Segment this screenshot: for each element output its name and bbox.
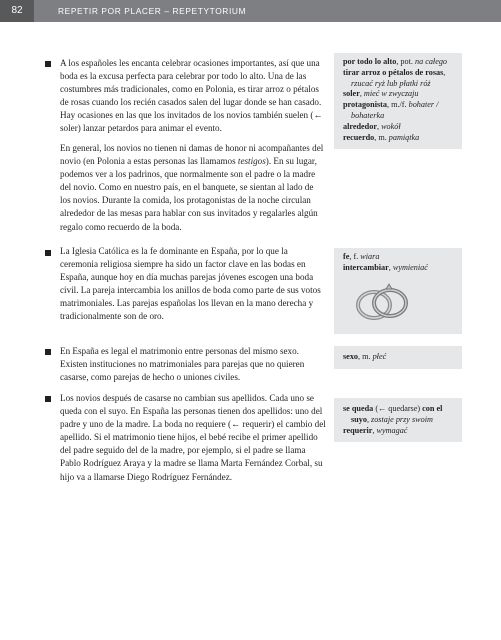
glossary-box: [334, 346, 462, 369]
paragraph-italic-term: testigos: [237, 156, 266, 167]
paragraph-text: ). En su lugar, podemos ver a los padrinos, que normalmente son el padre o la madre del novio. Como en nuestro país, en el banquete, se sientan al lado de los novios. Durante la comida, los protagonistas de la noche circulan alrededor de las mesas para hablar con sus invitados y regalarles algún regalo como recuerdo de la boda.: [60, 156, 318, 232]
bullet-square: [45, 349, 51, 355]
glossary-entry: soler, mieć w zwyczaju: [343, 89, 419, 99]
paragraph-same-sex-marriage: En España es legal el matrimonio entre personas del mismo sexo. Existen instituciones no matrimoniales para parejas que no quieren casarse, como parejas de hecho o uniones civiles.: [60, 346, 305, 383]
glossary-box: [334, 53, 462, 149]
page-header: [0, 0, 501, 22]
glossary-entry: fe, f. wiara: [343, 252, 380, 261]
glossary-entry: se queda (← quedarse) con el suyo, zostaje przy swoim: [343, 404, 443, 424]
paragraph-religion: La Iglesia Católica es la fe dominante en España, por lo que la ceremonia religiosa siempre ha sido un factor clave en las bodas en España, aunque hoy en día muchas parejas jóvenes escogen una boda civil. La pareja intercambia los anillos de boda como parte de sus votos matrimoniales. Las parejas españolas los llevan en la mano derecha y tradicionalmente son de oro.: [60, 246, 321, 322]
paragraph-weddings-customs: A los españoles les encanta celebrar ocasiones importantes, así que una boda es la excusa perfecta para celebrar por todo lo alto. Una de las costumbres más tradicionales, como en Polonia, es tirar arroz o pétalos de rosas cuando los recién casados salen del lugar donde se han casado. Hay ocasiones en las que los invitados de los novios también suelen (← soler) lanzar petardos para animar el evento.: [60, 58, 323, 134]
glossary-box: [334, 248, 462, 334]
glossary-box: [334, 398, 462, 442]
glossary-entry: requerir, wymagać: [343, 425, 408, 435]
glossary-entry: tirar arroz o pétalos de rosas, rzucać ryż lub płatki róż: [343, 67, 446, 88]
glossary-entry: intercambiar, wymieniać: [343, 262, 428, 272]
glossary-entry: protagonista, m./f. bohater / bohaterka: [343, 100, 439, 120]
paragraph-text: En general, los novios no tienen ni damas de honor ni acompañantes del novio (en Polonia a estas personas las llamamos: [60, 143, 324, 167]
bullet-square: [45, 250, 51, 256]
paragraph-wedding-party: [60, 142, 326, 234]
bullet-square: [45, 61, 51, 67]
glossary-entry: recuerdo, m. pamiątka: [343, 132, 420, 142]
glossary-entry: por todo lo alto, pot. na całego: [343, 57, 448, 66]
wedding-rings-icon: [353, 280, 411, 324]
running-title: REPETIR POR PLACER – REPETYTORIUM: [58, 6, 247, 16]
glossary-entry: alrededor, wokół: [343, 121, 401, 131]
page-number: 82: [0, 0, 34, 22]
paragraph-surnames: Los novios después de casarse no cambian sus apellidos. Cada uno se queda con el suyo. En España las personas tienen dos apellidos: uno del padre y uno de la madre. La boda no requiere (← requerir) el cambio del apellido. Si el matrimonio tiene hijos, el bebé recibe el primer apellido del padre seguido del de la madre, por ejemplo, si el padre se llama Pablo Rodríguez Araya y la madre se llama Marta Fernández Corbal, su hijo va a llamarse Diego Rodríguez Fernández.: [60, 393, 326, 482]
bullet-square: [45, 396, 51, 402]
glossary-entry: sexo, m. płeć: [343, 352, 387, 361]
